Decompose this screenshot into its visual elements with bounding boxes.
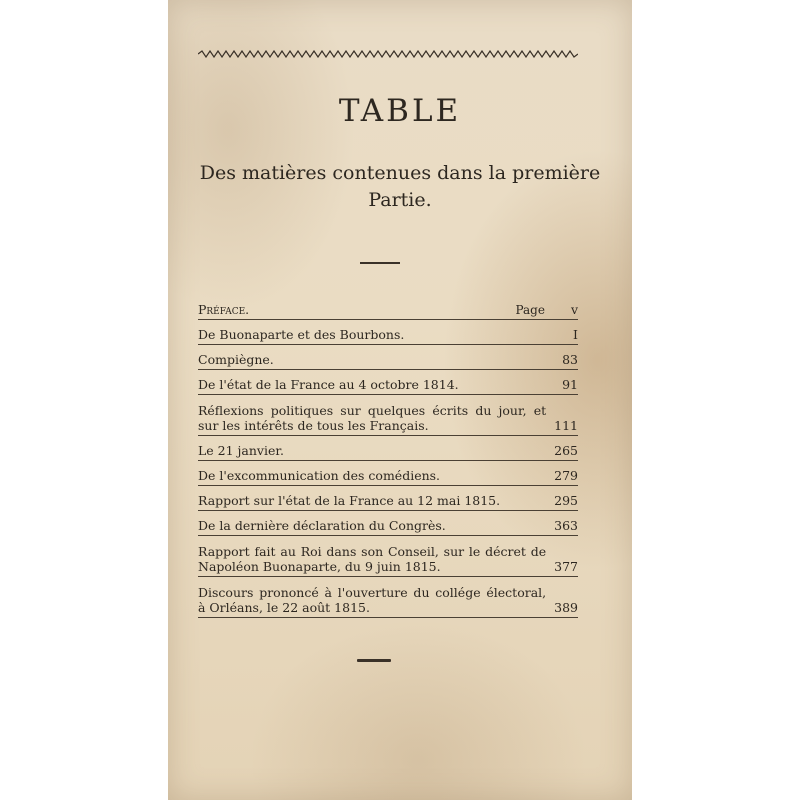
toc-entry-title: De Buonaparte et des Bourbons. (198, 327, 405, 342)
toc-entry (198, 464, 578, 486)
ornament-end-dash (357, 659, 391, 662)
toc-entry-page: v (570, 302, 578, 317)
toc-entry (198, 298, 578, 320)
toc-entry-title: Réflexions politiques sur quelques écrits du jour, et sur les intérêts de tous les Français. (198, 403, 547, 433)
toc-entry-page: I (573, 327, 578, 342)
page-column-label: Page (515, 303, 545, 317)
toc-entry-title: Compiègne. (198, 352, 274, 367)
toc-entry-title: De l'excommunication des comédiens. (198, 468, 441, 483)
toc-entry-page: 265 (554, 443, 578, 458)
page-title: TABLE (338, 93, 462, 129)
toc-entry (198, 580, 578, 618)
subtitle-line-2: Partie. (368, 189, 432, 211)
toc-entry-page: 83 (562, 352, 578, 367)
toc-entry-title: Rapport sur l'état de la France au 12 mai 1815. (198, 493, 501, 508)
decorative-top-rule (198, 50, 578, 58)
toc-entry (198, 348, 578, 370)
toc-entry-title: Discours prononcé à l'ouverture du collége électoral, à Orléans, le 22 août 1815. (198, 585, 547, 615)
toc-entry-page: 279 (554, 468, 578, 483)
toc-entry-title: Rapport fait au Roi dans son Conseil, sur le décret de Napoléon Buonaparte, du 9 juin 1815. (198, 544, 547, 574)
toc-entry (198, 373, 578, 395)
toc-entry-page: 377 (554, 559, 578, 574)
toc-entry (198, 398, 578, 436)
toc-entry-title: De l'état de la France au 4 octobre 1814. (198, 377, 459, 392)
toc-entry-page: 111 (554, 418, 578, 433)
toc-entry-page: 295 (554, 493, 578, 508)
page-subtitle (168, 160, 632, 214)
toc-entry (198, 439, 578, 461)
book-page (168, 0, 632, 800)
toc-entry-title: Préface. (198, 302, 250, 317)
toc-entry-title: Le 21 janvier. (198, 443, 284, 458)
table-of-contents (198, 298, 578, 621)
toc-entry-title: De la dernière déclaration du Congrès. (198, 518, 446, 533)
toc-entry (198, 489, 578, 511)
subtitle-line-1: Des matières contenues dans la première (199, 162, 601, 184)
toc-entry (198, 514, 578, 536)
toc-entry (198, 323, 578, 345)
ornament-dash (360, 262, 400, 264)
toc-entry-page: 389 (554, 600, 578, 615)
toc-entry (198, 539, 578, 577)
toc-entry-page: 91 (562, 377, 578, 392)
toc-entry-page: 363 (554, 518, 578, 533)
